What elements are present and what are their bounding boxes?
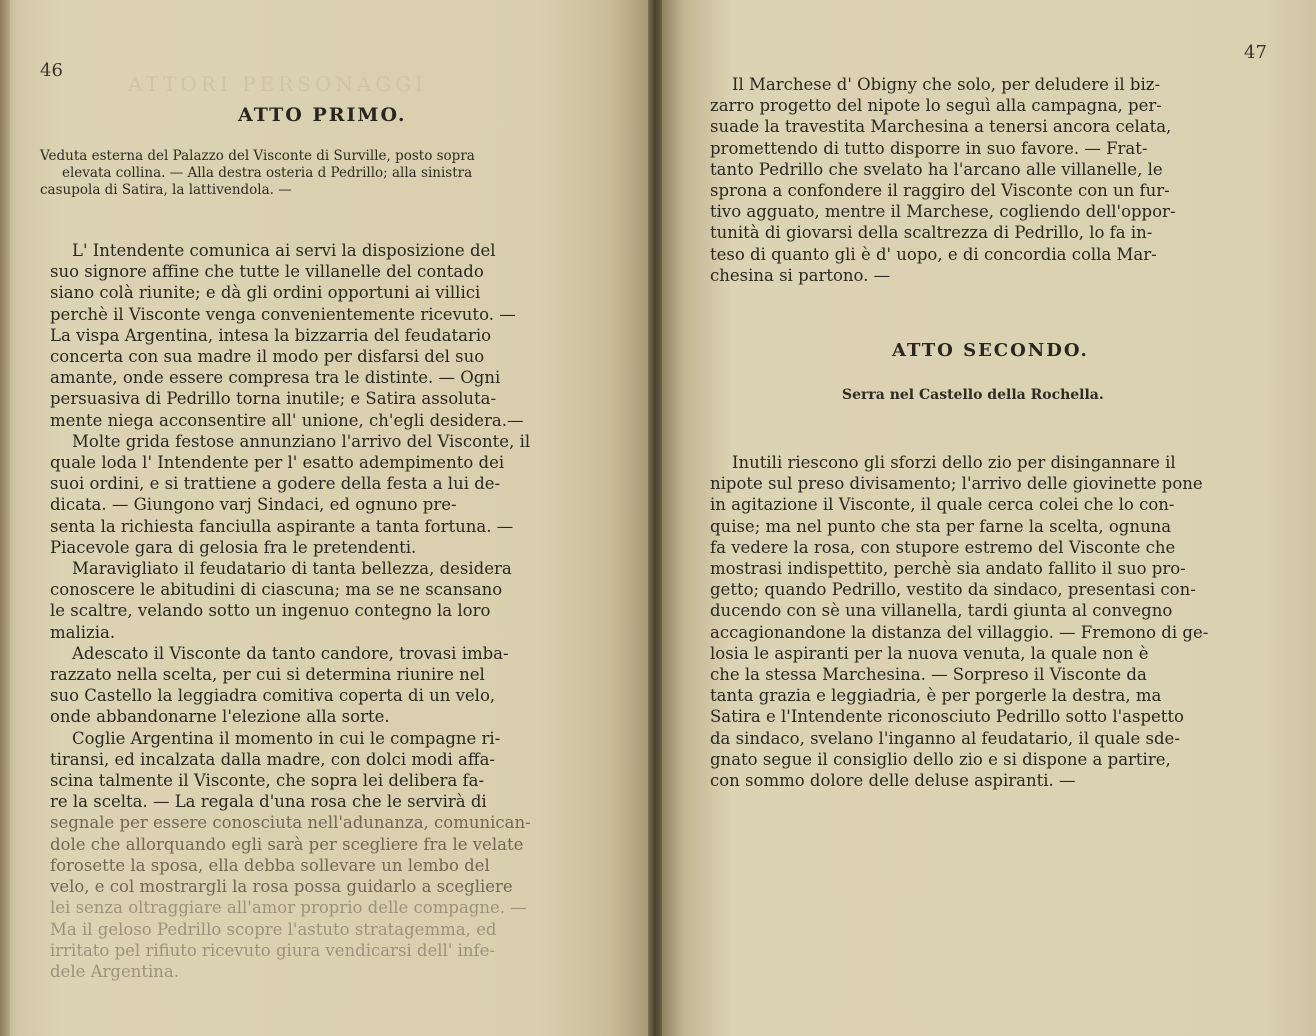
text-line: Inutili riescono gli sforzi dello zio per disingannare il	[732, 453, 1176, 472]
text-line: dole che allorquando egli sarà per scegliere fra le velate	[50, 834, 524, 854]
text-line: da sindaco, svelano l'inganno al feudatario, il quale sde-	[710, 728, 1180, 748]
text-line: quise; ma nel punto che sta per farne la scelta, ognuna	[710, 516, 1172, 536]
text-line: nipote sul preso divisamento; l'arrivo delle giovinette pone	[710, 474, 1203, 494]
scene-line: Veduta esterna del Palazzo del Visconte di Surville, posto sopra	[40, 148, 475, 164]
text-line: velo, e col mostrargli la rosa possa guidarlo a scegliere	[50, 877, 513, 897]
text-line: tiransi, ed incalzata dalla madre, con dolci modi affa-	[50, 749, 496, 769]
text-line: malizia.	[50, 622, 116, 642]
text-line: perchè il Visconte venga convenientemente ricevuto. —	[50, 304, 516, 324]
text-line: Maravigliato il feudatario di tanta bellezza, desidera	[72, 559, 512, 579]
scene-description	[40, 148, 620, 199]
text-line: conoscere le abitudini di ciascuna; ma se ne scansano	[50, 580, 503, 600]
text-line: Coglie Argentina il momento in cui le compagne ri-	[72, 728, 501, 748]
text-line: onde abbandonarne l'elezione alla sorte.	[50, 707, 390, 727]
text-line: senta la richiesta fanciulla aspirante a tanta fortuna. —	[50, 516, 514, 536]
text-line: Ma il geloso Pedrillo scopre l'astuto stratagemma, ed	[50, 919, 497, 939]
text-line: siano colà riunite; e dà gli ordini opportuni ai villici	[50, 283, 481, 303]
left-page	[0, 0, 648, 1036]
text-line: lei senza oltraggiare all'amor proprio delle compagne. —	[50, 898, 527, 918]
text-line: Piacevole gara di gelosia fra le pretendenti.	[50, 537, 417, 557]
text-line: dicata. — Giungono varj Sindaci, ed ognuno pre-	[50, 495, 457, 515]
text-line: le scaltre, velando sotto un ingenuo contegno la loro	[50, 601, 491, 621]
text-line: con sommo dolore delle deluse aspiranti. —	[710, 771, 1076, 791]
text-line: tanto Pedrillo che svelato ha l'arcano alle villanelle, le	[710, 159, 1163, 179]
book-gutter	[648, 0, 662, 1036]
text-line: L' Intendente comunica ai servi la disposizione del	[72, 241, 496, 260]
page-number: 47	[1244, 42, 1267, 63]
text-line: teso di quanto gli è d' uopo, e di concordia colla Mar-	[710, 244, 1157, 264]
text-line: suoi ordini, e si trattiene a godere della festa a lui de-	[50, 474, 501, 494]
text-line: mostrasi indispettito, perchè sia andato fallito il suo pro-	[710, 559, 1186, 579]
text-line: promettendo di tutto disporre in suo favore. — Frat-	[710, 138, 1148, 158]
scene-line: elevata collina. — Alla destra osteria d Pedrillo; alla sinistra	[62, 165, 473, 181]
text-line: tunità di giovarsi della scaltrezza di Pedrillo, lo fa in-	[710, 223, 1153, 243]
text-line: suade la travestita Marchesina a tenersi ancora celata,	[710, 117, 1172, 137]
right-page	[662, 0, 1316, 1036]
text-line: getto; quando Pedrillo, vestito da sindaco, presentasi con-	[710, 580, 1196, 600]
text-line: tanta grazia e leggiadria, è per porgerle la destra, ma	[710, 686, 1162, 706]
text-line: Satira e l'Intendente riconosciuto Pedrillo sotto l'aspetto	[710, 707, 1184, 727]
act-one-synopsis	[50, 240, 630, 982]
text-line: che la stessa Marchesina. — Sorpreso il Visconte da	[710, 665, 1147, 685]
text-line: Il Marchese d' Obigny che solo, per deludere il biz-	[732, 75, 1161, 94]
act-title: ATTO PRIMO.	[238, 104, 407, 126]
text-line: gnato segue il consiglio dello zio e si dispone a partire,	[710, 749, 1171, 769]
text-line: concerta con sua madre il modo per disfarsi del suo	[50, 347, 485, 367]
text-line: Molte grida festose annunziano l'arrivo del Visconte, il	[72, 431, 531, 451]
text-line: segnale per essere conosciuta nell'adunanza, comunican-	[50, 813, 531, 833]
act-title: ATTO SECONDO.	[892, 340, 1089, 361]
text-line: tivo agguato, mentre il Marchese, cogliendo dell'oppor-	[710, 202, 1176, 222]
text-line: sprona a confondere il raggiro del Visconte con un fur-	[710, 181, 1170, 201]
text-line: accagionandone la distanza del villaggio. — Fremono di ge-	[710, 622, 1209, 642]
text-line: suo signore affine che tutte le villanelle del contado	[50, 262, 484, 282]
text-line: chesina si partono. —	[710, 265, 891, 285]
scene-line: casupola di Satira, la lattivendola. —	[40, 182, 292, 198]
text-line: razzato nella scelta, per cui si determina riunire nel	[50, 665, 485, 685]
text-line: forosette la sposa, ella debba sollevare un lembo del	[50, 855, 490, 875]
act-one-conclusion	[710, 74, 1290, 286]
text-line: dele Argentina.	[50, 961, 179, 981]
text-line: persuasiva di Pedrillo torna inutile; e Satira assoluta-	[50, 389, 497, 409]
text-line: suo Castello la leggiadra comitiva coperta di un velo,	[50, 686, 496, 706]
page-number: 46	[40, 60, 63, 81]
text-line: zarro progetto del nipote lo seguì alla campagna, per-	[710, 96, 1162, 116]
scene-description: Serra nel Castello della Rochella.	[842, 387, 1104, 403]
text-line: scina talmente il Visconte, che sopra lei delibera fa-	[50, 771, 485, 791]
text-line: re la scelta. — La regala d'una rosa che le servirà di	[50, 792, 487, 812]
text-line: irritato pel rifiuto ricevuto giura vendicarsi dell' infe-	[50, 940, 495, 960]
text-line: ducendo con sè una villanella, tardi giunta al convegno	[710, 601, 1173, 621]
text-line: amante, onde essere compresa tra le distinte. — Ogni	[50, 368, 501, 388]
show-through-header: ATTORI PERSONAGGI	[128, 72, 428, 96]
text-line: La vispa Argentina, intesa la bizzarria del feudatario	[50, 325, 492, 345]
text-line: Adescato il Visconte da tanto candore, trovasi imba-	[72, 643, 509, 663]
text-line: fa vedere la rosa, con stupore estremo del Visconte che	[710, 537, 1176, 557]
page-edge	[0, 0, 10, 1036]
text-line: in agitazione il Visconte, il quale cerca colei che lo con-	[710, 495, 1175, 515]
text-line: losia le aspiranti per la nuova venuta, la quale non è	[710, 643, 1149, 663]
text-line: mente niega acconsentire all' unione, ch'egli desidera.—	[50, 410, 524, 430]
text-line: quale loda l' Intendente per l' esatto adempimento dei	[50, 453, 505, 473]
act-two-synopsis	[710, 452, 1290, 791]
